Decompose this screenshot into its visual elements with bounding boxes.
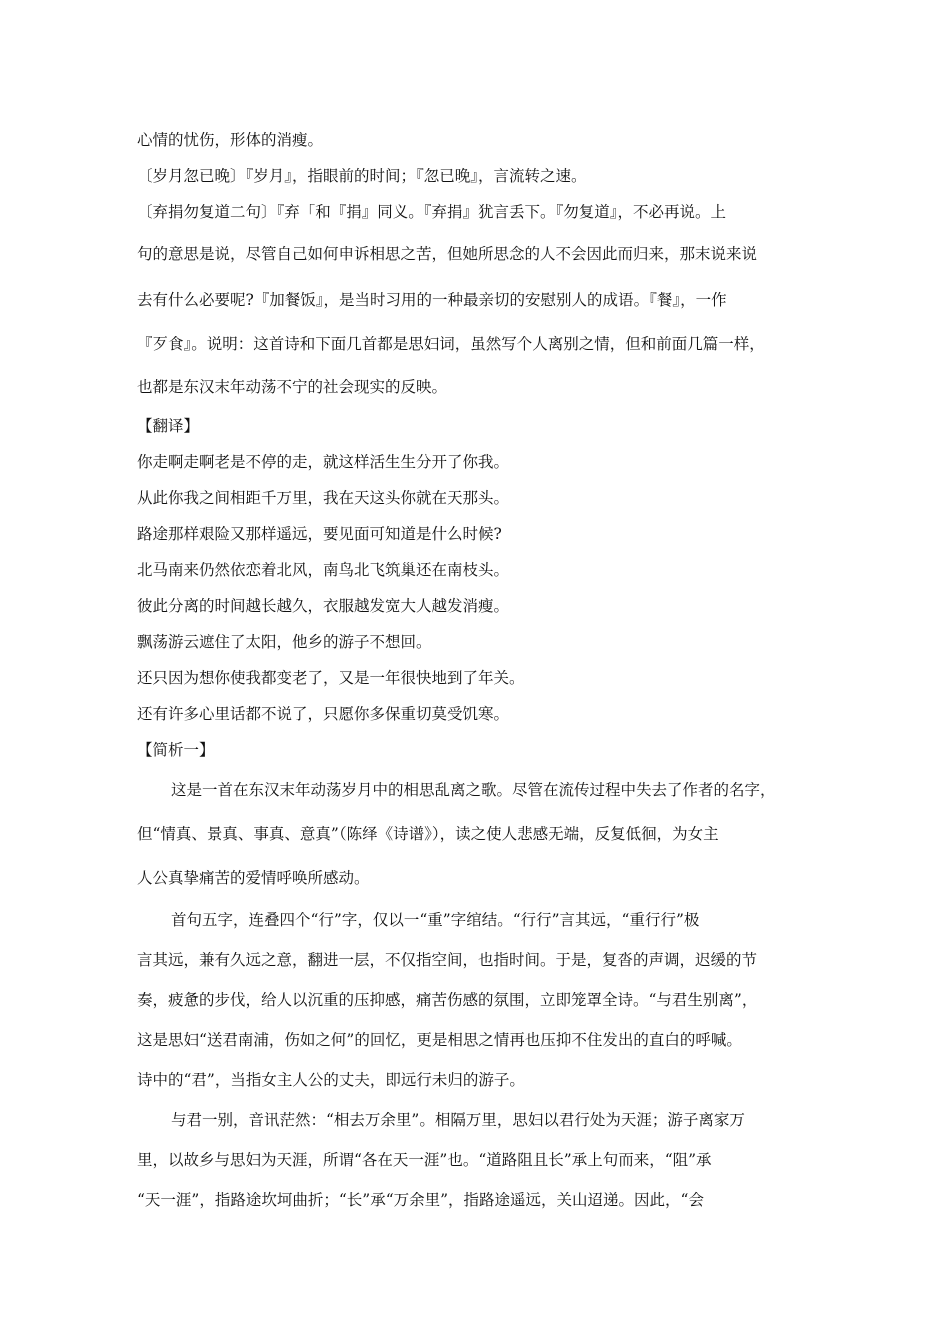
translation-line: 北马南来仍然依恋着北风，南鸟北飞筑巢还在南枝头。 [137,561,510,579]
translation-line: 飘荡游云遮住了太阳，他乡的游子不想回。 [137,633,432,651]
analysis-paragraph [137,1100,837,1220]
translation-line: 彼此分离的时间越长越久，衣服越发宽大人越发消瘦。 [137,597,510,615]
analysis-heading: 【简析一】 [137,741,215,759]
translation-line: 还只因为想你使我都变老了，又是一年很快地到了年关。 [137,669,525,687]
note-line: 也都是东汉末年动荡不宁的社会现实的反映。 [137,378,448,396]
translation-line: 从此你我之间相距千万里，我在天这头你就在天那头。 [137,489,510,507]
translation-line: 你走啊走啊老是不停的走，就这样活生生分开了你我。 [137,453,510,471]
paragraph-line: 这是思妇“送君南浦，伤如之何”的回忆，更是相思之情再也压抑不住发出的直白的呼喊。 [137,1031,742,1049]
note-block [137,194,837,408]
paragraph-line: 这是一首在东汉末年动荡岁月中的相思乱离之歌。尽管在流传过程中失去了作者的名字， [171,781,776,799]
note-block [137,122,837,158]
note-line: 〔弃捐勿复道二句〕『弃「和『捐』同义。『弃捐』犹言丢下。『勿复道』，不必再说。上 [137,203,727,221]
translation-heading: 【翻译】 [137,417,200,435]
paragraph-line: 里，以故乡与思妇为天涯，所谓“各在天一涯”也。“道路阻且长”承上句而来，“阻”承 [137,1151,712,1169]
paragraph-line: 但“情真、景真、事真、意真”（陈绎《诗谱》），读之使人悲感无端，反复低徊，为女主 [137,825,719,843]
analysis-paragraph [137,768,837,900]
paragraph-line: 言其远，兼有久远之意，翻进一层，不仅指空间，也指时间。于是，复沓的声调，迟缓的节 [137,951,758,969]
paragraph-line: 首句五字，连叠四个“行”字，仅以一“重”字绾结。“行行”言其远，“重行行”极 [171,911,700,929]
document-body [137,122,837,1220]
translation-line: 路途那样艰险又那样遥远，要见面可知道是什么时候? [137,525,502,543]
analysis-paragraph [137,900,837,1100]
paragraph-line: 人公真挚痛苦的爱情呼唤所感动。 [137,869,370,887]
note-line: 心情的忧伤，形体的消瘦。 [137,131,324,149]
translation-lines [137,444,837,732]
note-line: 去有什么必要呢?『加餐饭』，是当时习用的一种最亲切的安慰别人的成语。『餐』，一作 [137,291,727,309]
paragraph-line: 与君一别，音讯茫然：“相去万余里”。相隔万里，思妇以君行处为天涯；游子离家万 [171,1111,745,1129]
note-block [137,158,837,194]
note-line: 句的意思是说，尽管自己如何申诉相思之苦，但她所思念的人不会因此而归来，那末说来说 [137,245,758,263]
paragraph-line: 诗中的“君”，当指女主人公的丈夫，即远行未归的游子。 [137,1071,525,1089]
note-line: 〔岁月忽已晚〕『岁月』，指眼前的时间；『忽已晚』，言流转之速。 [137,167,587,185]
note-line: 『歹食』。说明：这首诗和下面几首都是思妇词，虽然写个人离别之情，但和前面几篇一样， [137,335,765,353]
translation-line: 还有许多心里话都不说了，只愿你多保重切莫受饥寒。 [137,705,510,723]
paragraph-line: “天一涯”，指路途坎坷曲折；“长”承“万余里”，指路途遥远，关山迢递。因此，“会 [137,1191,704,1209]
paragraph-line: 奏，疲惫的步伐，给人以沉重的压抑感，痛苦伤感的氛围，立即笼罩全诗。“与君生别离”， [137,991,758,1009]
